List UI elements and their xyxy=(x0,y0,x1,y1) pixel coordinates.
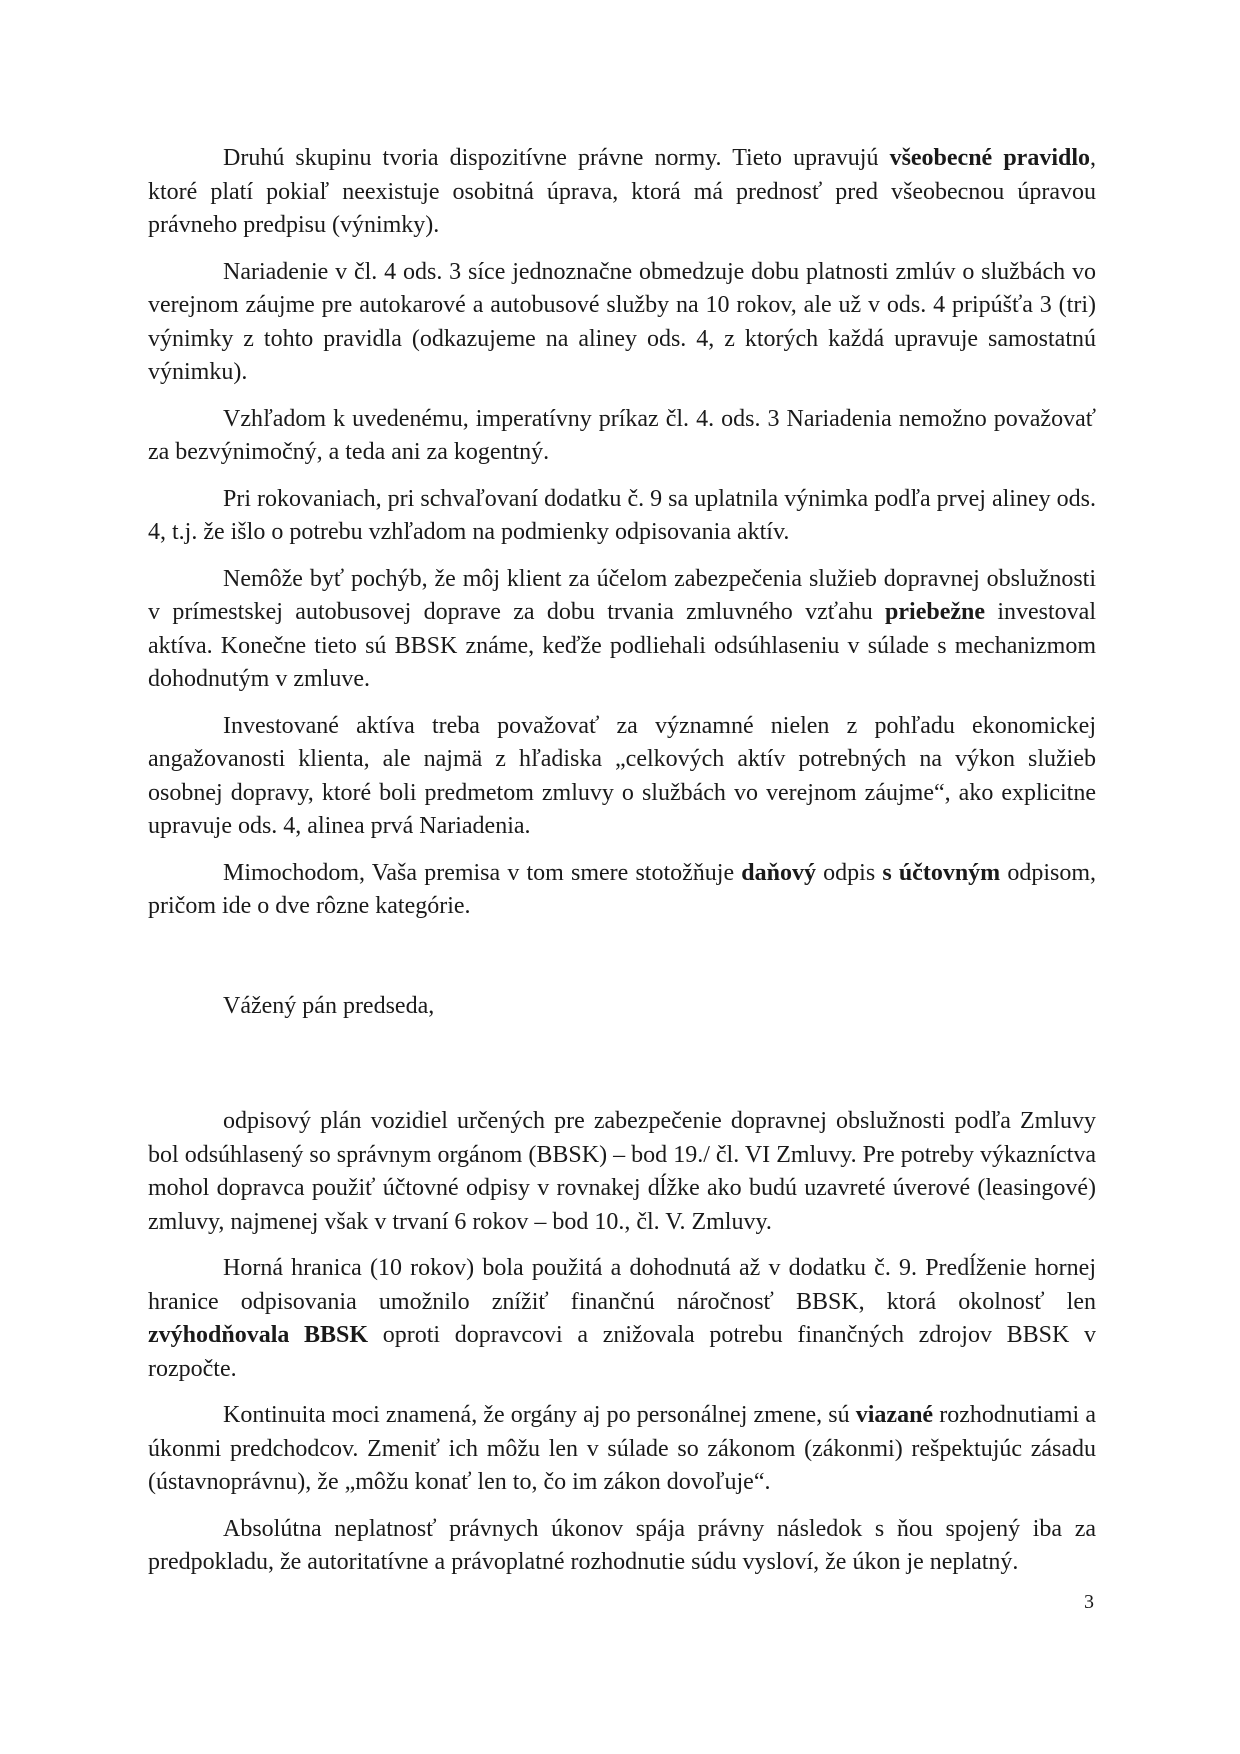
document-page xyxy=(148,142,1096,1593)
paragraph xyxy=(148,563,1096,697)
bold-text: s účtovným xyxy=(882,859,1001,886)
paragraph xyxy=(148,256,1096,390)
paragraph-text: oproti dopravcovi a znižovala potrebu finančných zdrojov BBSK v rozpočte. xyxy=(148,1322,1096,1382)
paragraph xyxy=(148,1252,1096,1386)
paragraph xyxy=(148,710,1096,844)
paragraph-text: Pri rokovaniach, pri schvaľovaní dodatku č. 9 sa uplatnila výnimka podľa prvej aliney ods. 4, t.j. že išlo o potrebu vzhľadom na podmienky odpisovania aktív. xyxy=(148,485,1096,545)
paragraph xyxy=(148,857,1096,924)
paragraph-text: Vzhľadom k uvedenému, imperatívny príkaz čl. 4. ods. 3 Nariadenia nemožno považovať za bezvýnimočný, a teda ani za kogentný. xyxy=(148,405,1096,465)
paragraph-text: Absolútna neplatnosť právnych úkonov spája právny následok s ňou spojený iba za predpokladu, že autoritatívne a právoplatné rozhodnutie súdu vysloví, že úkon je neplatný. xyxy=(148,1515,1096,1575)
paragraph xyxy=(148,483,1096,550)
spacer xyxy=(148,937,1096,990)
paragraph-text: Investované aktíva treba považovať za významné nielen z pohľadu ekonomickej angažovanosti klienta, ale najmä z hľadiska „celkových aktív potrebných na výkon služieb osobnej dopravy, ktoré boli predmetom zmluvy o službách vo verejnom záujme“, ako explicitne upravuje ods. 4, alinea prvá Nariadenia. xyxy=(148,712,1096,839)
paragraph-text: Kontinuita moci znamená, že orgány aj po personálnej zmene, sú xyxy=(223,1402,856,1428)
page-number: 3 xyxy=(1084,1591,1094,1613)
paragraph xyxy=(148,1399,1096,1500)
paragraph-text: Horná hranica (10 rokov) bola použitá a dohodnutá až v dodatku č. 9. Predĺženie hornej hranice odpisovania umožnilo znížiť finančnú náročnosť BBSK, ktorá okolnosť len xyxy=(148,1255,1096,1315)
salutation: Vážený pán predseda, xyxy=(223,992,435,1019)
paragraph xyxy=(148,403,1096,470)
paragraphs-bottom xyxy=(148,1105,1096,1580)
paragraph xyxy=(148,1105,1096,1239)
paragraph xyxy=(148,1513,1096,1580)
paragraph-text: odpisový plán vozidiel určených pre zabezpečenie dopravnej obslužnosti podľa Zmluvy bol odsúhlasený so správnym orgánom (BBSK) – bod 19./ čl. VI Zmluvy. Pre potreby výkazníctva mohol dopravca použiť účtovné odpisy v rovnakej dĺžke ako budú uzavreté úverové (leasingové) zmluvy, najmenej však v trvaní 6 rokov – bod 10., čl. V. Zmluvy. xyxy=(148,1108,1096,1235)
paragraph-text: Nariadenie v čl. 4 ods. 3 síce jednoznačne obmedzuje dobu platnosti zmlúv o službách vo verejnom záujme pre autokarové a autobusové služby na 10 rokov, ale už v ods. 4 pripúšťa 3 (tri) výnimky z tohto pravidla (odkazujeme na aliney ods. 4, z ktorých každá upravuje samostatnú výnimku). xyxy=(148,258,1096,385)
paragraph-text: , ktoré platí pokiaľ neexistuje osobitná úprava, ktorá má prednosť pred všeobecnou úpravou právneho predpisu (výnimky). xyxy=(148,145,1096,238)
paragraph-text: Mimochodom, Vaša premisa v tom smere stotožňuje xyxy=(223,859,742,886)
paragraph xyxy=(148,142,1096,243)
paragraph-text: Druhú skupinu tvoria dispozitívne právne normy. Tieto upravujú xyxy=(223,145,890,171)
spacer xyxy=(148,1023,1096,1105)
bold-text: všeobecné pravidlo xyxy=(889,145,1090,171)
paragraphs-top xyxy=(148,142,1096,924)
bold-text: zvýhodňovala BBSK xyxy=(148,1322,369,1348)
paragraph-text: odpisom, pričom ide o dve rôzne kategórie. xyxy=(148,859,1097,919)
bold-text: daňový xyxy=(741,859,816,886)
paragraph-text: odpis xyxy=(815,859,883,886)
bold-text: priebežne xyxy=(885,599,986,625)
paragraph-text: rozhodnutiami a úkonmi predchodcov. Zmeniť ich môžu len v súlade so zákonom (zákonmi) rešpektujúc zásadu (ústavnoprávnu), že „môžu konať len to, čo im zákon dovoľuje“. xyxy=(148,1402,1096,1495)
paragraph-text: investoval aktíva. Konečne tieto sú BBSK známe, keďže podliehali odsúhlaseniu v súlade s mechanizmom dohodnutým v zmluve. xyxy=(148,599,1096,692)
paragraph-text: Nemôže byť pochýb, že môj klient za účelom zabezpečenia služieb dopravnej obslužnosti v prímestskej autobusovej doprave za dobu trvania zmluvného vzťahu xyxy=(148,565,1096,625)
bold-text: viazané xyxy=(855,1402,934,1428)
